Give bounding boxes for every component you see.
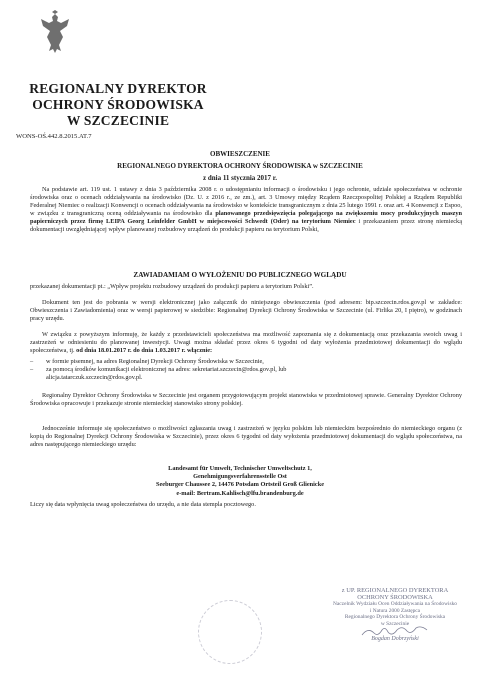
paragraph-availability: Dokument ten jest do pobrania w wersji elektronicznej jako załącznik do niniejszego obwieszczenia (pod adresem: bip.szczecin.rdos.gov.pl w zakładce: Obwieszczenia i Zawiadomienia) oraz w wersji papierowej w siedzibie: Regionalnej Dyrekcji Ochrony Środowiska w Szczecinie (ul. Firlika 20, I piętro), w godzinach pracy urzędu. <box>30 299 462 323</box>
submission-method-written: w formie pisemnej, na adres Regionalnej Dyrekcji Ochrony Środowiska w Szczecinie, <box>46 358 264 365</box>
bullet-dash: – <box>30 358 34 365</box>
address-line: e-mail: Bertram.Kahlisch@lfu.brandenburg.de <box>176 489 304 497</box>
stamp-line: Naczelnik Wydziału Ocen Oddziaływania na Środowisko <box>333 601 457 608</box>
eagle-emblem-icon <box>36 10 74 60</box>
paragraph-german-authority: Jednocześnie informuje się społeczeństwo o możliwości zgłaszania uwag i zastrzeżeń w języku polskim lub niemieckim bezpośrednio do niemieckiego organu (z kopią do Regionalnej Dyrekcji Ochrony Środowiska w Szczecinie), przez okres 6 tygodni od daty wyłożenia przedmiotowej dokumentacji do wglądu społeczeństwa, na adres następującego niemieckiego urzędu: <box>30 425 462 449</box>
stamp-line: w Szczecinie <box>380 620 410 627</box>
paragraph-legal-basis-end: i przekazaniem przez stronę niemiecką dokumentacji uwzględniającej wpływ planowanej rozbudowy urządzeń do produkcji papieru na terytorium Polski, <box>30 218 462 234</box>
paragraph-documentation: przekazanej dokumentacji pt.: „Wpływ projektu rozbudowy urządzeń do produkcji papieru a terytorium Polski”. <box>30 283 314 290</box>
org-line-1: REGIONALNY DYREKTOR <box>29 81 207 96</box>
official-seal-icon <box>198 600 262 664</box>
german-authority-address <box>0 465 480 498</box>
stamp-line: Regionalnego Dyrektora Ochrony Środowiska <box>344 614 446 621</box>
stamp-line: i Natura 2000 Zastępca <box>369 607 421 614</box>
org-line-2: OCHRONY ŚRODOWISKA <box>32 97 204 112</box>
submission-methods-list <box>30 358 450 382</box>
paragraph-legal-basis <box>30 186 462 235</box>
comments-period-dates: od dnia 18.01.2017 r. do dnia 1.03.2017 r. włącznie: <box>76 347 213 355</box>
paragraph-authority-role: Regionalny Dyrektor Ochrony Środowiska w Szczecinie jest organem przygotowującym projekt stanowiska w przedmiotowej sprawie. Generalny Dyrektor Ochrony Środowiska opracowuje i przekazuje stronie niemieckiej stanowisko strony polskiej. <box>30 392 462 408</box>
paragraph-postmark-note: Liczy się data wpłynięcia uwag społeczeństwa do urzędu, a nie data stempla pocztowego. <box>30 501 256 508</box>
list-item <box>30 358 450 366</box>
stamp-line: z UP. REGIONALNEGO DYREKTORA <box>341 587 449 594</box>
organization-name <box>18 81 218 129</box>
paragraph-comments-period <box>30 331 462 355</box>
org-line-3: W SZCZECINIE <box>66 113 170 128</box>
address-line: Landesamt für Umwelt, Technischer Umweltschutz 1, <box>168 465 312 472</box>
signer-name: Bogdan Dobrzyński <box>371 635 419 642</box>
notice-subtitle: REGIONALNEGO DYREKTORA OCHRONY ŚRODOWISKA w SZCZECINIE <box>117 162 363 170</box>
comments-period-text: W związku z powyższym informuję, że każdy z przedstawicieli społeczeństwa ma możliwość zapoznania się z dokumentacją oraz przekazania swoich uwag i zastrzeżeń w odniesieniu do planowanej inwestycji. Uwagi można składać przez okres 6 tygodni od daty wyłożenia przedmiotowej dokumentacji do wglądu społeczeństwa, tj. <box>30 331 462 355</box>
paragraph-legal-basis-text: Na podstawie art. 119 ust. 1 ustawy z dnia 3 października 2008 r. o udostępnianiu informacji o środowisku i jego ochronie, udziale społeczeństwa w ochronie środowiska oraz o ocenach oddziaływania na środowisko (Dz. U. z 2016 r., ze zm.), art. 3 Umowy między Rządem Rzeczpospolitej Polskiej a Rządem Republiki Federalnej Niemiec o realizacji Konwencji o ocenach oddziaływania na środowisko w kontekście transgranicznym z dnia 25 lutego 1991 r. oraz art. 4 Konwencji z Espoo, w związku z transgraniczną oceną oddziaływania na środowisko dla <box>30 186 462 218</box>
bullet-dash: – <box>30 366 34 374</box>
handwritten-signature-icon <box>360 626 430 638</box>
address-line: Genehmigungsverfahrensstelle Ost <box>193 473 287 481</box>
announcement-heading: ZAWIADAMIAM O WYŁOŻENIU DO PUBLICZNEGO WGLĄDU <box>133 271 347 279</box>
submission-method-electronic: za pomocą środków komunikacji elektronicznej na adres: sekretariat.szczecin@rdos.gov.pl, lub alicja.tatarczuk.szczecin@rdos.gov.pl. <box>46 366 287 382</box>
notice-title: OBWIESZCZENIE <box>210 150 270 158</box>
project-description: planowanego przedsięwzięcia polegającego na zwiększeniu mocy produkcyjnych maszyn papierniczych przez firmę LEIPA Georg Leinfelder GmbH w miejscowości Schwedt (Oder) na terytorium Niemiec <box>30 210 462 226</box>
stamp-line: OCHRONY ŚRODOWISKA <box>357 593 433 601</box>
list-item <box>30 366 450 382</box>
reference-number: WONS-OŚ.442.8.2015.AT.7 <box>16 133 92 140</box>
address-line: Seeburger Chaussee 2, 14476 Potsdam Ortsteil Groß Glienicke <box>155 481 325 489</box>
notice-date: z dnia 11 stycznia 2017 r. <box>202 174 278 182</box>
